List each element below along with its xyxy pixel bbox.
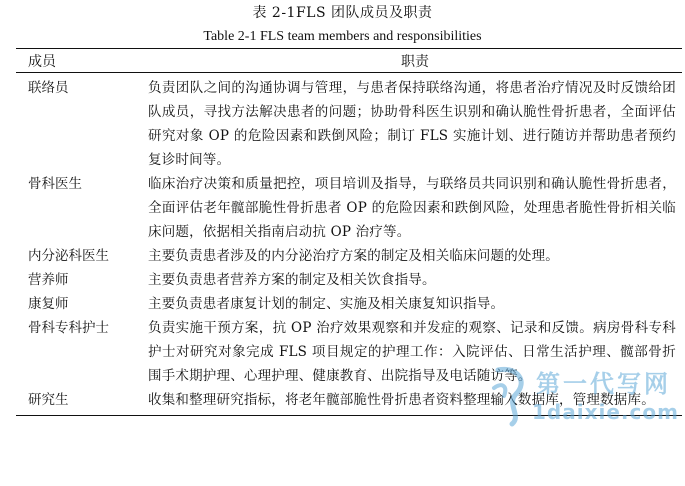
table-row — [16, 316, 682, 388]
row-role-graduate: 研究生 — [28, 392, 69, 408]
row-duty-liaison: 负责团队之间的沟通协调与管理，与患者保持联络沟通，将患者治疗情况及时反馈给团队成员，寻找方法解决患者的问题；协助骨科医生识别和确认脆性骨折患者，全面评估研究对象 OP 的危险因素和跌倒风险；制订 FLS 实施计划、进行随访并帮助患者预约复诊时间等。 — [148, 80, 676, 168]
table-row — [16, 388, 682, 412]
row-duty-graduate: 收集和整理研究指标，将老年髋部脆性骨折患者资料整理输入数据库，管理数据库。 — [148, 392, 655, 408]
table-row — [16, 268, 682, 292]
responsibilities-table — [16, 48, 682, 416]
table-caption-english: Table 2-1 FLS team members and responsibilities — [203, 29, 482, 44]
row-duty-endocrinologist: 主要负责患者涉及的内分泌治疗方案的制定及相关临床问题的处理。 — [148, 248, 559, 264]
table-caption-chinese: 表 2-1FLS 团队成员及职责 — [252, 5, 433, 21]
header-role: 成员 — [28, 53, 56, 70]
row-role-rehabilitation: 康复师 — [28, 296, 69, 312]
row-role-liaison: 联络员 — [28, 80, 69, 96]
watermark-text-bottom: 1daixie.com — [532, 400, 679, 424]
table-row — [16, 76, 682, 172]
row-role-nurse: 骨科专科护士 — [28, 320, 109, 336]
row-role-nutritionist: 营养师 — [28, 272, 69, 288]
table-row — [16, 292, 682, 316]
header-duty: 职责 — [401, 53, 429, 70]
table-row — [16, 172, 682, 244]
table-row — [16, 244, 682, 268]
row-duty-rehabilitation: 主要负责患者康复计划的制定、实施及相关康复知识指导。 — [148, 296, 505, 312]
row-duty-orthopedist: 临床治疗决策和质量把控，项目培训及指导，与联络员共同识别和确认脆性骨折患者，全面评估老年髋部脆性骨折患者 OP 的危险因素和跌倒风险，处理患者脆性骨折相关临床问题，依据相关指南启动抗 OP 治疗等。 — [148, 176, 676, 240]
row-duty-nurse: 负责实施干预方案，抗 OP 治疗效果观察和并发症的观察、记录和反馈。病房骨科专科护士对研究对象完成 FLS 项目规定的护理工作：入院评估、日常生活护理、髋部骨折围手术期护理、心理护理、健康教育、出院指导及电话随访等。 — [148, 320, 676, 384]
table-body — [16, 73, 682, 415]
table-header-row — [16, 49, 682, 73]
row-role-orthopedist: 骨科医生 — [28, 176, 82, 192]
watermark-text-top: 第一代写网 — [536, 370, 671, 398]
row-duty-nutritionist: 主要负责患者营养方案的制定及相关饮食指导。 — [148, 272, 436, 288]
row-role-endocrinologist: 内分泌科医生 — [28, 248, 109, 264]
